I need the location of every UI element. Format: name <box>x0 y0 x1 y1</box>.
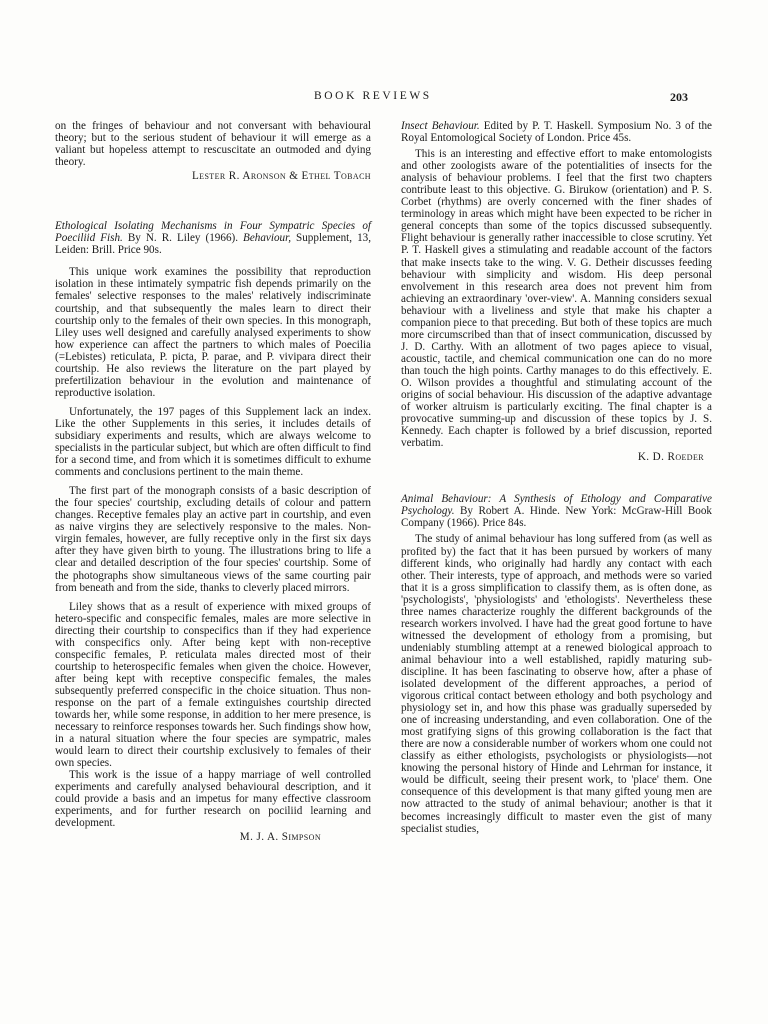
review-paragraph: Unfortunately, the 197 pages of this Supplement lack an index. Like the other Supplements in this series, it includes details of subsidiary experiments and results, which are always welcome to specialists in the particular subject, but which are often difficult to find for a second time, and from which it is sometimes difficult to exhume comments and conclusions pertinent to the main theme. <box>55 405 371 479</box>
review-paragraph: Liley shows that as a result of experience with mixed groups of hetero-specific and conspecific females, males are more selective in directing their courtship to conspecifics than if they had experience with conspecifics only. After being kept with non-receptive conspecific females, P. reticulata males directed most of their courtship to heterospecific females when given the choice. However, after being kept with receptive conspecific females, the males subsequently preferred conspecific in the choice situation. Thus non-response on the part of a female extinguishes courtship directed towards her, while some response, in addition to her mere presence, is necessary to reinforce responses towards her. Such findings show how, in a natural situation where the four species are sympatric, males would learn to direct their courtship exclusively to females of their own species. <box>55 600 371 770</box>
review-journal: Behaviour, <box>243 232 292 245</box>
review-signature: K. D. Roeder <box>637 451 704 464</box>
review-title: Insect Behaviour. <box>401 120 480 132</box>
review-paragraph: The study of animal behaviour has long suffered from (as well as profited by) the fact that it has been pursued by workers of many different kinds, who originally had hardly any contact with each other. Their interests, type of approach, and methods were so varied that it is a gross simplification to classify them, as is often done, as 'psychologists', 'physiologists' and 'ethologists'. Nevertheless these three names characterize roughly the different backgrounds of the research workers involved. I have had the great good fortune to have witnessed the development of ethology from a promising, but undeniably stumbling attempt at a renewed biological approach to animal behaviour into a well established, rapidly maturing sub-discipline. It has been fascinating to observe how, after a phase of isolated development of the different approaches, a period of vigorous critical contact between ethology and both psychology and physiology set in, and how this phase was gradually superseded by one of increasing understanding, and even collaboration. One of the most gratifying signs of this growing collaboration is the fact that there are now a considerable number of workers whom one could not classify as either ethologists, psychologists or physiologists—not knowing the personal history of Hinde and Lehrman for instance, it would be difficult, seeing their present work, to 'place' them. One consequence of this development is that many gifted young men are now attracted to the study of animal behaviour; another is that it becomes increasingly difficult to master even the gist of many specialist studies, <box>401 533 712 835</box>
review-paragraph: This work is the issue of a happy marriage of well controlled experiments and carefully analysed behavioural description, and it could provide a basis and an impetus for many effective classroom experiments, and for further research on pociliid learning and development. <box>55 769 371 830</box>
running-title: BOOK REVIEWS <box>314 90 432 102</box>
continuation-paragraph: on the fringes of behaviour and not conversant with behavioural theory; but to the serious student of behaviour it will emerge as a valiant but hopeless attempt to rescuscitate an outmoded and dying theory. <box>55 120 371 169</box>
spacer <box>55 182 371 220</box>
review-heading-ethological <box>55 220 371 256</box>
page-number: 203 <box>670 90 688 104</box>
spacer <box>55 256 371 266</box>
review-title: Ethological Isolating Mechanisms in Four Sympatric Species of Poeciliid Fish. <box>55 220 371 245</box>
review-details: Supplement, 13, Leiden: Brill. Price 90s. <box>55 232 371 257</box>
review-paragraph: This unique work examines the possibility that reproduction isolation in these intimately sympatric fish depends primarily on the females' selective responses to the males' relatively indiscriminate courtship, and that subsequently the males learn to direct their courtship only to the females of their own species. In this monograph, Liley uses well designed and carefully analysed experiments to show how experience can affect the partners to which males of Poecilia (=Lebistes) reticulata, P. picta, P. parae, and P. vivipara direct their courtship. He also reviews the literature on the part played by prefertilization behaviour in the evolution and maintenance of reproductive isolation. <box>55 266 371 399</box>
continuation-signature: Lester R. Aronson & Ethel Tobach <box>191 170 371 183</box>
review-signature: M. J. A. Simpson <box>239 831 321 844</box>
review-byline: By N. R. Liley (1966). <box>122 232 239 245</box>
spacer <box>401 463 712 493</box>
review-heading-insect-behaviour <box>401 120 712 144</box>
review-details: Edited by P. T. Haskell. Symposium No. 3 of the Royal Entomological Society of London. Price 45s. <box>401 120 713 145</box>
running-head <box>0 90 768 106</box>
review-paragraph: This is an interesting and effective effort to make entomologists and other zoologists aware of the potentialities of insects for the analysis of behaviour problems. I feel that the first two chapters contribute least to this objective. G. Birukow (orientation) and P. S. Corbet (rhythms) are overly concerned with the finer shades of terminology in areas which might have been expected to be richer in general concepts than some of the topics discussed subsequently. Flight behaviour is generally rather inaccessible to close scrutiny. Yet P. T. Haskell gives a stimulating and readable account of the factors that make insects take to the wing. V. G. Detheir discusses feeding behaviour with simplicity and wisdom. His deep personal envolvement in this research area does not prevent him from achieving an extraordinary 'over-view'. A. Manning considers sexual behaviour with a liveliness and style that make his chapter a companion piece to that preceding. But both of these topics are much more circumscribed than that of insect communication, discussed by J. D. Carthy. With an allotment of two pages apiece to visual, acoustic, tactile, and chemical communication one can do no more than touch the high points. Carthy manages to do this effectively. E. O. Wilson provides a thoughtful and stimulating account of the origins of social behaviour. His discussion of the adaptive advantage of worker altruism is particularly exciting. The final chapter is a provocative summing-up and discussion of these topics by J. S. Kennedy. Each chapter is followed by a brief discussion, reported verbatim. <box>401 148 712 450</box>
right-column <box>401 120 712 835</box>
review-details: By Robert A. Hinde. New York: McGraw-Hill Book Company (1966). Price 84s. <box>401 505 712 530</box>
review-paragraph: The first part of the monograph consists of a basic description of the four species' courtship, excluding details of colour and pattern changes. Receptive females play an active part in courtship, and even as naive virgins they are selectively responsive to the males. Non-virgin females, however, are fully receptive only in the first six days after they have given birth to young. The illustrations bring to life a clear and detailed description of the four species' courtship. Some of the photographs show simultaneous views of the same courting pair from beneath and from the side, thanks to cleverly placed mirrors. <box>55 485 371 594</box>
left-column <box>55 120 371 844</box>
review-heading-animal-behaviour <box>401 493 712 529</box>
review-title: Animal Behaviour: A Synthesis of Ethology and Comparative Psychology. <box>401 493 712 518</box>
